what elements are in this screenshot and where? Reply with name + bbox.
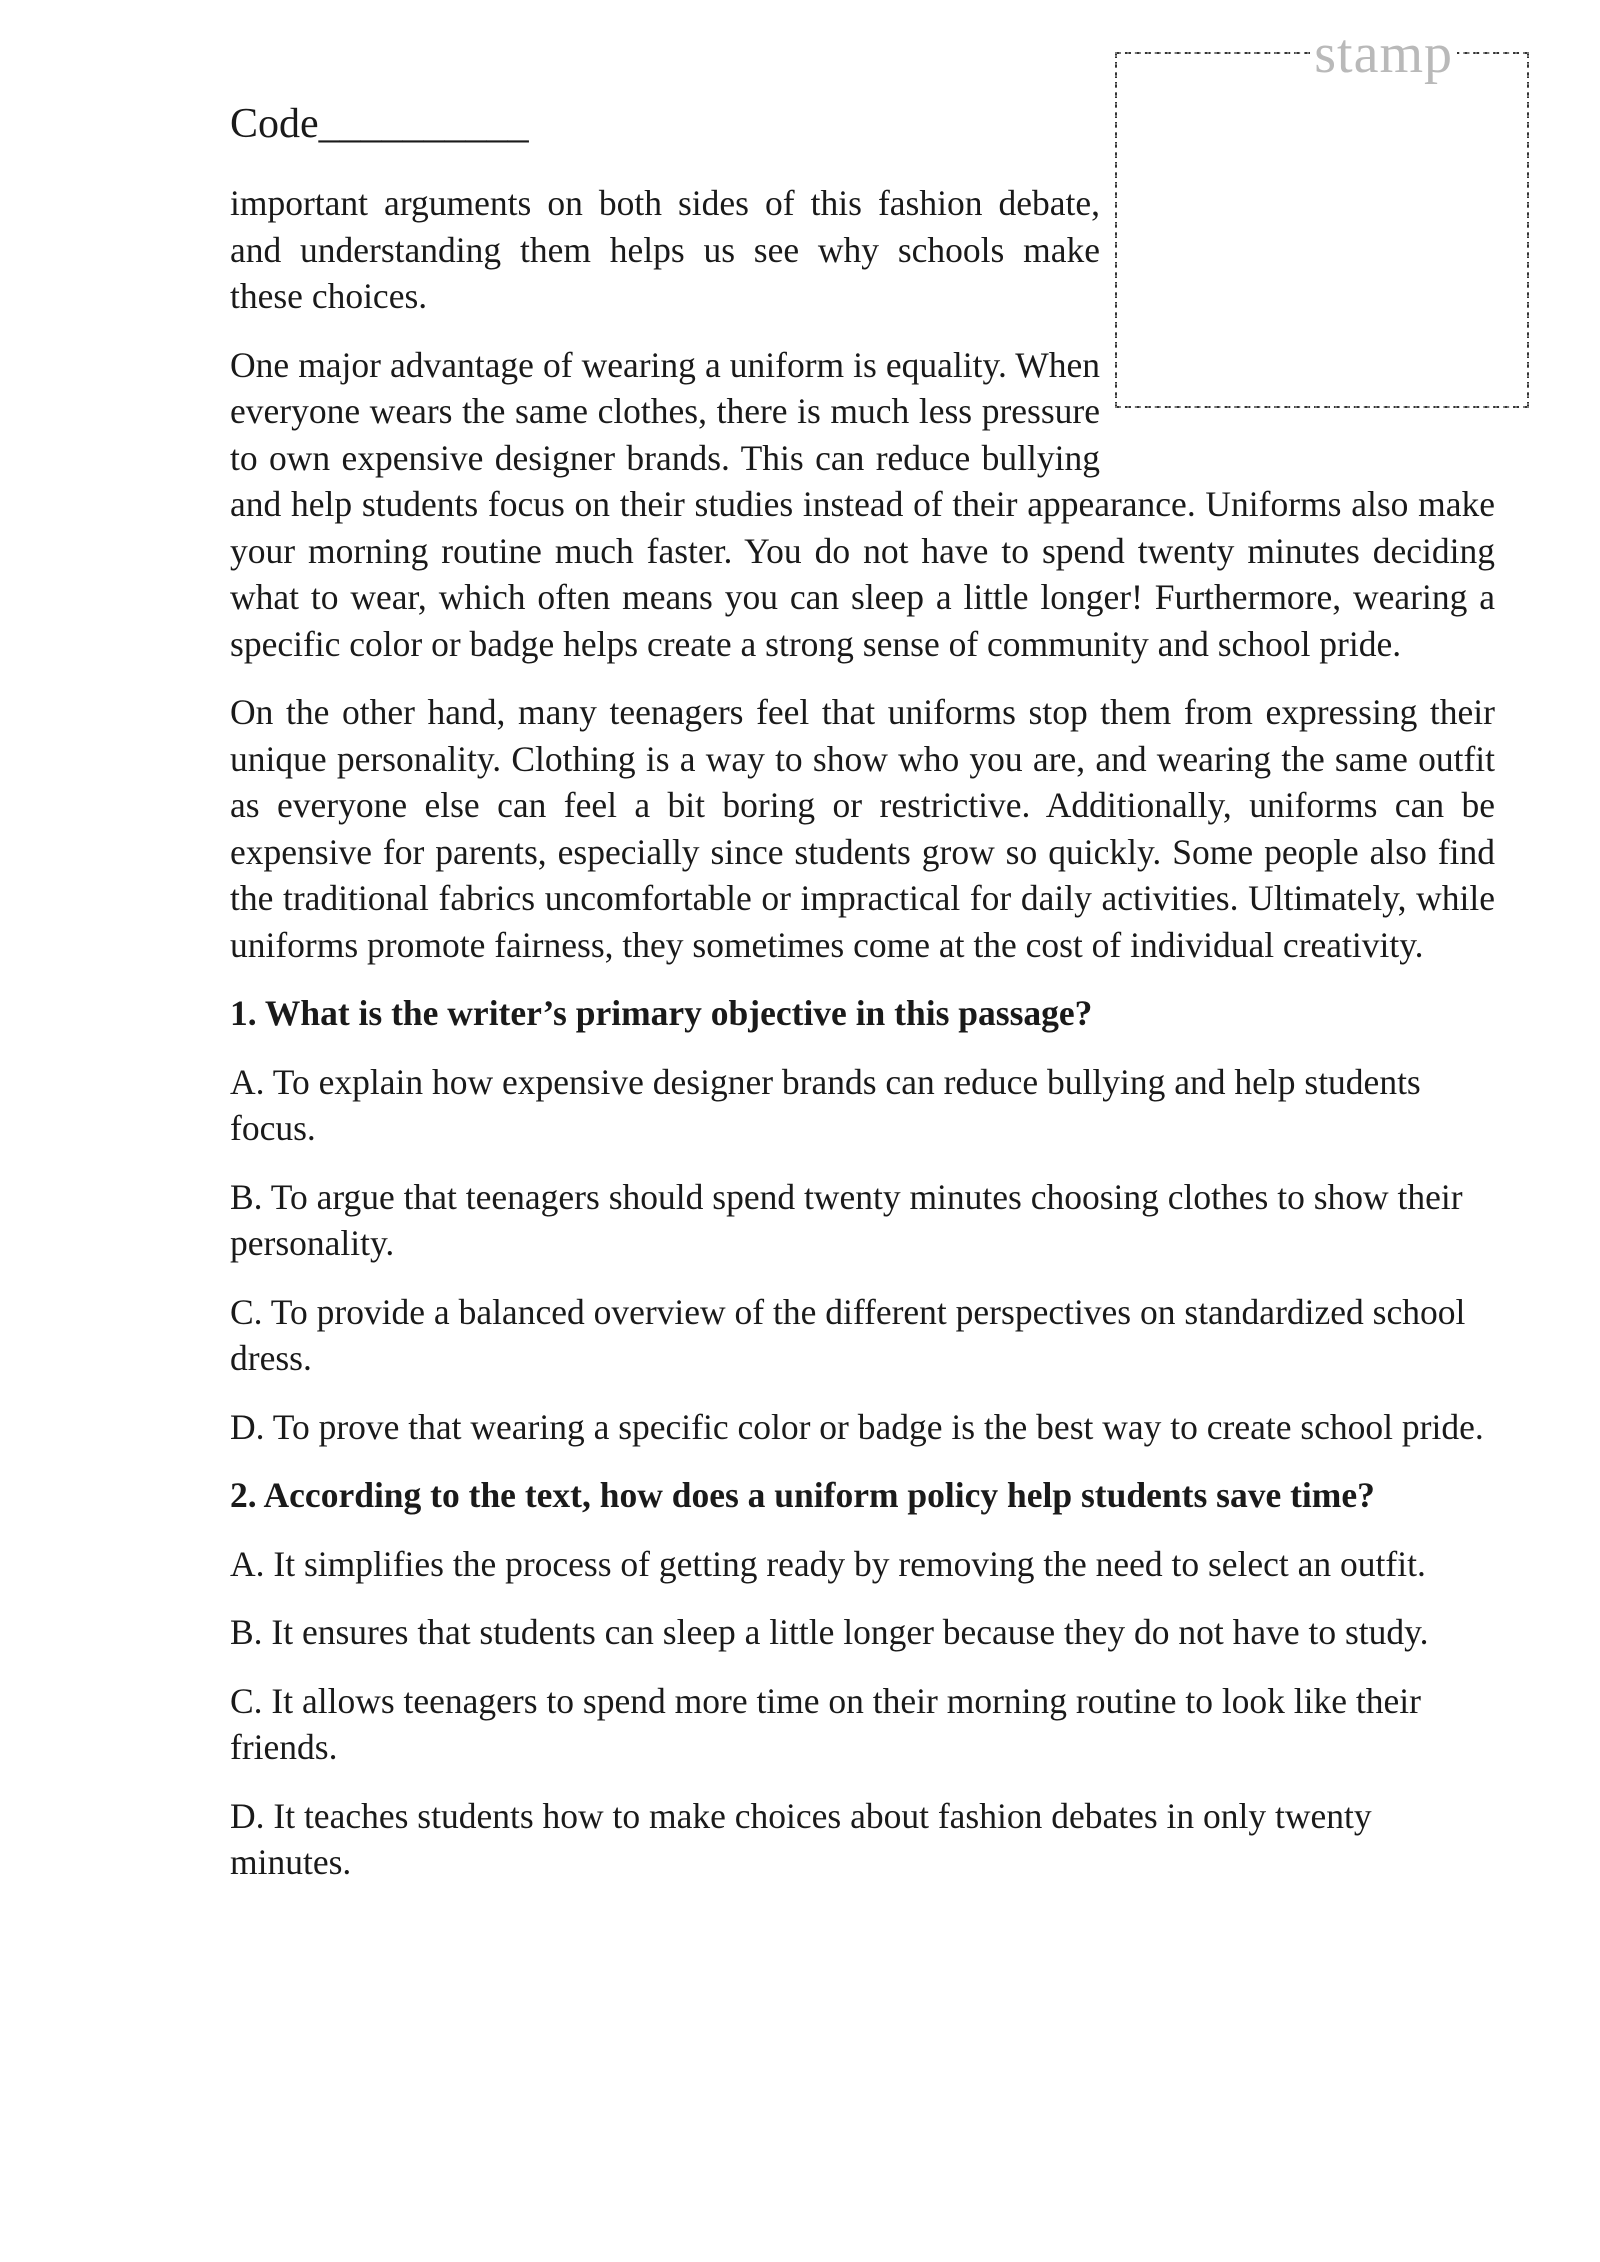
question-1-option-d: D. To prove that wearing a specific color or badge is the best way to create school pride. xyxy=(230,1406,1484,1447)
stamp-clearance xyxy=(1100,180,1495,435)
stamp-label: stamp xyxy=(1310,22,1457,86)
question-2-option-b: B. It ensures that students can sleep a little longer because they do not have to study. xyxy=(230,1612,1429,1652)
passage-paragraph-1: important arguments on both sides of this fashion debate, and understanding them helps us see why schools make these choices. xyxy=(230,183,1100,316)
question-1-option-b: B. To argue that teenagers should spend twenty minutes choosing clothes to show their personality. xyxy=(230,1176,1463,1263)
code-field-label: Code__________ xyxy=(230,101,529,147)
reading-content xyxy=(230,180,1495,1908)
passage-paragraph-3: On the other hand, many teenagers feel that uniforms stop them from expressing their unique personality. Clothing is a way to show who you are, and wearing the same outfit as everyone else can feel a bit boring or restrictive. Additionally, uniforms can be expensive for parents, especially since students grow so quickly. Some people also find the traditional fabrics uncomfortable or impractical for daily activities. Ultimately, while uniforms promote fairness, they sometimes come at the cost of individual creativity. xyxy=(230,692,1495,965)
question-1-prompt: 1. What is the writer’s primary objective in this passage? xyxy=(230,993,1093,1033)
question-2-option-c: C. It allows teenagers to spend more time on their morning routine to look like their friends. xyxy=(230,1680,1421,1767)
question-1-option-a: A. To explain how expensive designer brands can reduce bullying and help students focus. xyxy=(230,1061,1421,1148)
question-2-option-d: D. It teaches students how to make choices about fashion debates in only twenty minutes. xyxy=(230,1795,1372,1882)
question-2-option-a: A. It simplifies the process of getting ready by removing the need to select an outfit. xyxy=(230,1543,1426,1584)
question-1-option-c: C. To provide a balanced overview of the different perspectives on standardized school dress. xyxy=(230,1291,1466,1378)
passage-paragraph-2: One major advantage of wearing a uniform is equality. When everyone wears the same clothes, there is much less pressure to own expensive designer brands. This can reduce bullying and help students focus on their studies instead of their appearance. Uniforms also make your morning routine much faster. You do not have to spend twenty minutes deciding what to wear, which often means you can sleep a little longer! Furthermore, wearing a specific color or badge helps create a strong sense of community and school pride. xyxy=(230,344,1495,664)
question-2-prompt: 2. According to the text, how does a uniform policy help students save time? xyxy=(230,1475,1375,1515)
